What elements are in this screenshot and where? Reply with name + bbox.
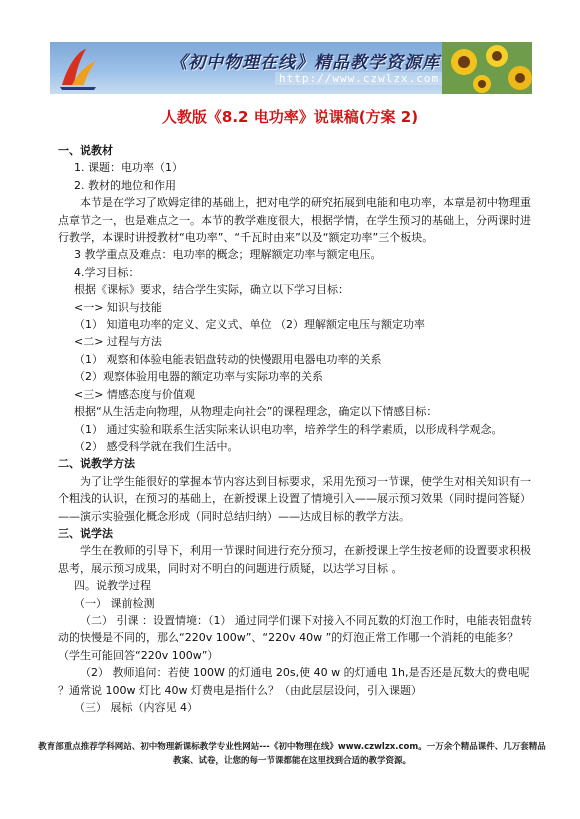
paragraph: （二） 引课 ：设置情境：（1） 通过同学们课下对接入不同瓦数的灯泡工作时，电能表铝盘转动的快慢是不同的，那么“220v 100w”、“220v 40w ”的灯泡正常工作哪一个消耗的电能多？（学生可能回答“220v 100w”） xyxy=(58,613,532,662)
paragraph: 4.学习目标： xyxy=(74,265,140,279)
sunflower-decoration-icon xyxy=(442,42,532,94)
paragraph: 根据“从生活走向物理，从物理走向社会”的课程理念，确定以下情感目标： xyxy=(74,405,438,419)
list-item: （2）观察体验用电器的额定功率与实际功率的关系 xyxy=(74,370,323,384)
document-body xyxy=(58,142,536,716)
site-title: 《初中物理在线》精品教学资源库 xyxy=(170,53,440,73)
list-heading: <一> 知识与技能 xyxy=(74,300,162,314)
site-url[interactable]: http://www.czwlzx.com xyxy=(275,72,443,85)
list-heading: <二> 过程与方法 xyxy=(74,335,162,349)
list-item: （三） 展标（内容见 4） xyxy=(74,701,198,714)
paragraph: 为了让学生能很好的掌握本节内容达到目标要求，采用先预习一节课，使学生对相关知识有一个粗浅的认识，在预习的基础上，在新授课上设置了情境引入——展示预习效果（同时提问答疑）——演示实验强化概念形成（同时总结归纳）——达成目标的教学方法。 xyxy=(58,474,531,523)
list-item: （一） 课前检测 xyxy=(74,596,155,610)
site-logo-icon xyxy=(56,45,100,91)
list-item: （1） 知道电功率的定义、定义式、单位 （2）理解额定电压与额定功率 xyxy=(74,318,425,332)
section-heading: 三、说学法 xyxy=(58,526,113,540)
footer-note: 教育部重点推荐学科网站、初中物理新课标教学专业性网站---《初中物理在线》www.czwlzx.com。一万余个精品课件、几万套精品教案、试卷，让您的每一节课都能在这里找到合适的教学资源。 xyxy=(38,742,546,766)
paragraph: 学生在教师的引导下，利用一节课时间进行充分预习，在新授课上学生按老师的设置要求积极思考，展示预习成果，同时对不明白的问题进行质疑，以达学习目标 。 xyxy=(58,544,531,575)
list-item: （2） 感受科学就在我们生活中。 xyxy=(74,439,239,453)
paragraph: 1. 课题：电功率（1） xyxy=(74,161,183,175)
section-heading: 四。说教学过程 xyxy=(74,579,151,593)
paragraph: （2） 教师追问：若使 100W 的灯通电 20s,使 40 w 的灯通电 1h,是否还是瓦数大的费电呢 ？通常说 100w 灯比 40w 灯费电是指什么？（由此层层设问，引入课题） xyxy=(58,666,530,697)
site-banner xyxy=(50,42,532,94)
section-heading: 二、说教学方法 xyxy=(58,457,135,471)
paragraph: 本节是在学习了欧姆定律的基础上，把对电学的研究拓展到电能和电功率，本章是初中物理重点章节之一，也是难点之一。本节的教学难度很大，根据学情，在学生预习的基础上，分两课时进行教学，本课时讲授教材“电功率”、“千瓦时由来”以及“额定功率”三个板块。 xyxy=(58,196,531,245)
section-heading: 一、说教材 xyxy=(58,144,113,157)
list-item: （1） 观察和体验电能表铝盘转动的快慢跟用电器电功率的关系 xyxy=(74,352,382,366)
paragraph: 2. 教材的地位和作用 xyxy=(74,178,176,192)
paragraph: 根据《课标》要求，结合学生实际，确立以下学习目标： xyxy=(74,283,349,297)
list-item: （1） 通过实验和联系生活实际来认识电功率，培养学生的科学素质，以形成科学观念。 xyxy=(74,422,503,436)
document-title: 人教版《8.2 电功率》说课稿(方案 2) xyxy=(161,108,419,126)
paragraph: 3 教学重点及难点：电功率的概念；理解额定功率与额定电压。 xyxy=(74,248,382,262)
list-heading: <三> 情感态度与价值观 xyxy=(74,387,195,401)
